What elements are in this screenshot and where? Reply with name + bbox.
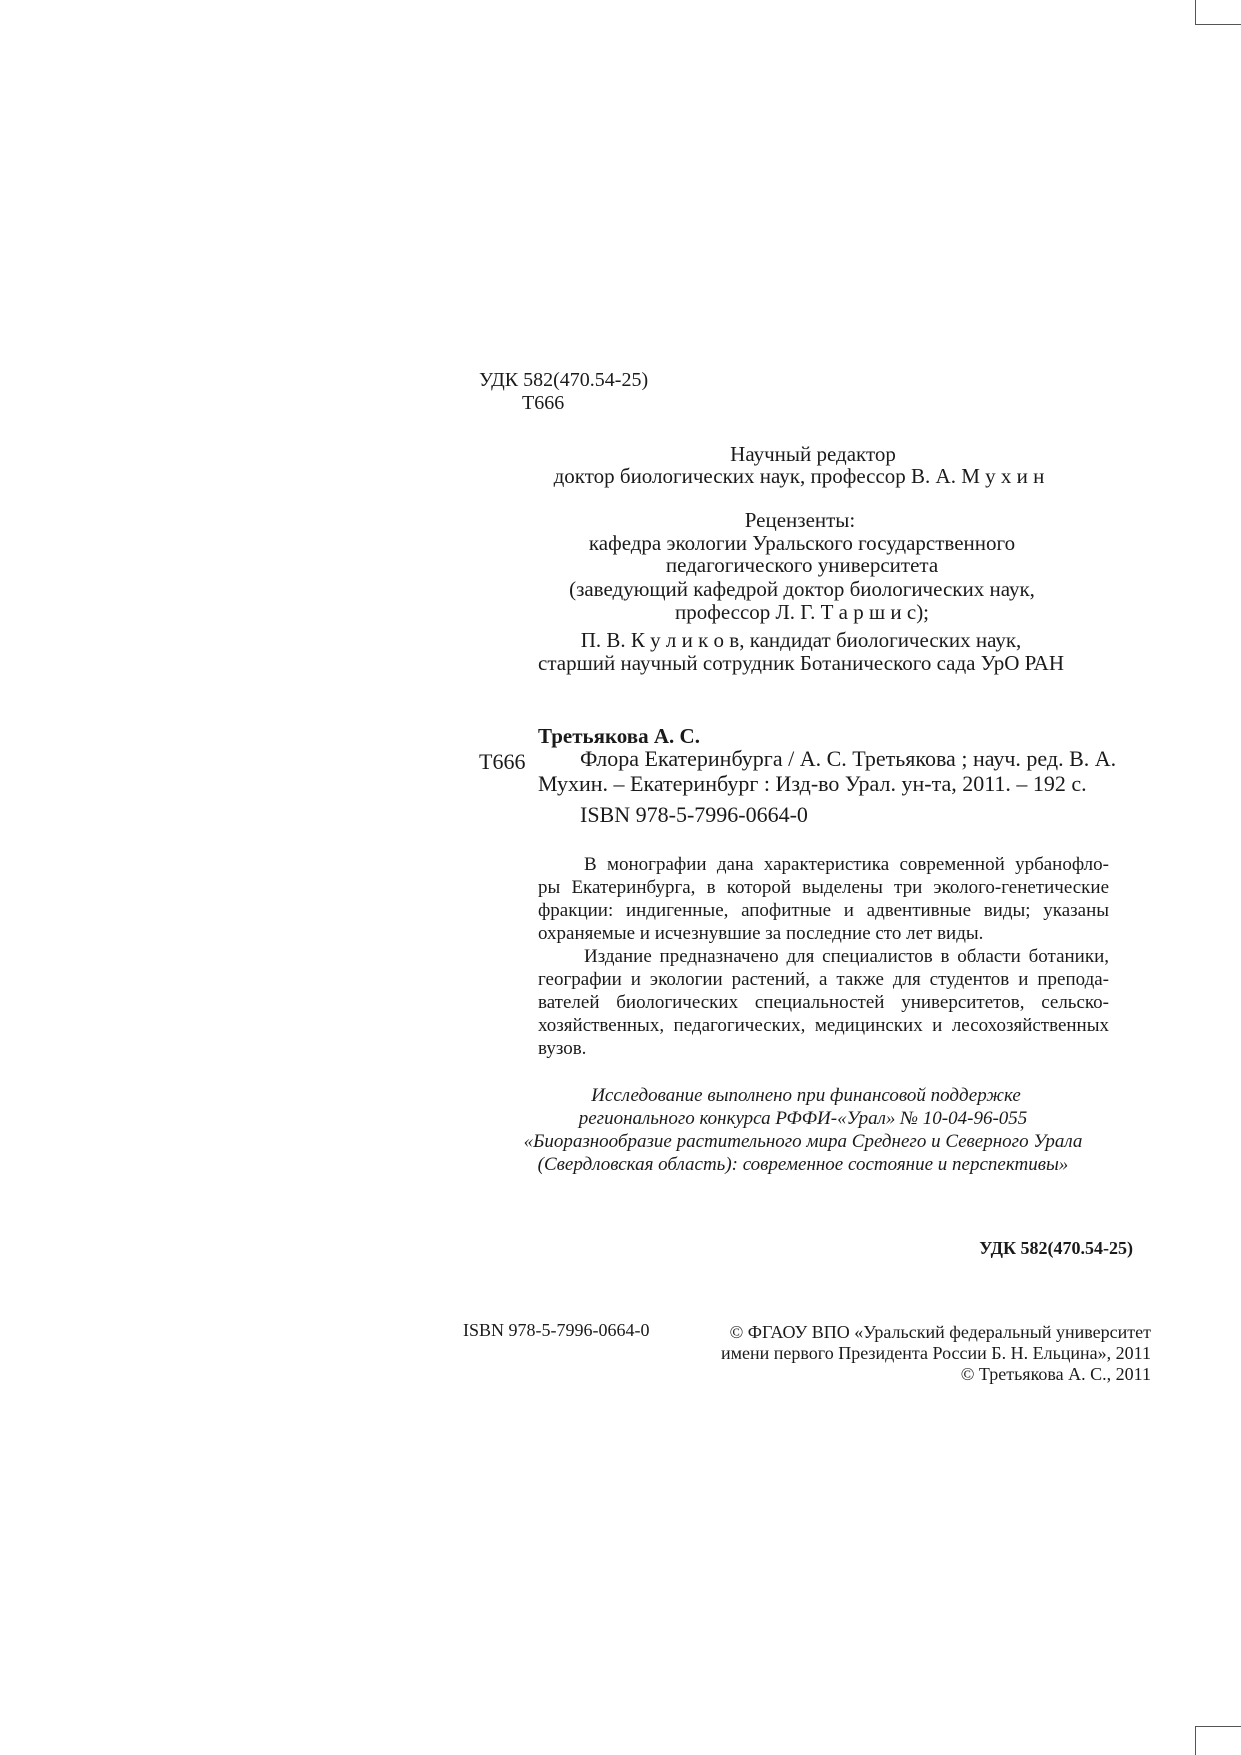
reviewer-line: (заведующий кафедрой доктор биологических наук,	[569, 577, 1035, 601]
catalog-title-line-2: Мухин. – Екатеринбург : Изд-во Урал. ун-та, 2011. – 192 с.	[538, 771, 1087, 796]
abstract-line: вателей биологических специальностей университетов, сельско-	[538, 992, 1109, 1013]
isbn-footer: ISBN 978-5-7996-0664-0	[463, 1320, 650, 1340]
funding-line: «Биоразнообразие растительного мира Среднего и Северного Урала	[523, 1131, 1083, 1152]
editor-line: доктор биологических наук, профессор В. А. М у х и н	[553, 464, 1045, 488]
reviewer-line: кафедра экологии Уральского государственного	[588, 531, 1016, 555]
crop-mark-bottom-right-horizontal	[1195, 1726, 1241, 1727]
reviewer-line: старший научный сотрудник Ботанического сада УрО РАН	[538, 651, 1064, 675]
abstract-line: В монографии дана характеристика современной урбанофло-	[584, 854, 1109, 875]
funding-line: (Свердловская область): современное состояние и перспективы»	[537, 1154, 1069, 1175]
reviewer-line: П. В. К у л и к о в, кандидат биологических наук,	[580, 628, 1022, 652]
abstract-line: ры Екатеринбурга, в которой выделены три эколого-генетические	[538, 877, 1109, 898]
catalog-author: Третьякова А. С.	[538, 724, 700, 748]
udk-footer: УДК 582(470.54-25)	[979, 1238, 1133, 1258]
crop-mark-top-right-horizontal	[1195, 24, 1241, 25]
abstract-line: вузов.	[538, 1038, 587, 1059]
crop-mark-top-right-vertical	[1195, 0, 1196, 24]
reviewers-label: Рецензенты:	[744, 508, 856, 532]
copyright-line: © Третьякова А. С., 2011	[960, 1364, 1151, 1384]
editor-label: Научный редактор	[730, 442, 896, 466]
abstract-line: Издание предназначено для специалистов в области ботаники,	[584, 946, 1109, 967]
reviewer-line: профессор Л. Г. Т а р ш и с);	[674, 600, 930, 624]
abstract-line: хозяйственных, педагогических, медицинских и лесохозяйственных	[538, 1015, 1109, 1036]
copyright-line: © ФГАОУ ВПО «Уральский федеральный университет	[729, 1322, 1151, 1342]
abstract-line: охраняемые и исчезнувшие за последние сто лет виды.	[538, 923, 984, 944]
abstract-line: фракции: индигенные, апофитные и адвентивные виды; указаны	[538, 900, 1109, 921]
copyright-line: имени первого Президента России Б. Н. Ельцина», 2011	[720, 1343, 1151, 1363]
reviewer-line: педагогического университета	[665, 553, 939, 577]
funding-line: Исследование выполнено при финансовой поддержке	[591, 1085, 1021, 1106]
funding-line: регионального конкурса РФФИ-«Урал» № 10-04-96-055	[578, 1108, 1028, 1129]
author-code-header: Т666	[522, 392, 565, 414]
catalog-isbn: ISBN 978-5-7996-0664-0	[580, 802, 808, 827]
crop-mark-bottom-right-vertical	[1195, 1726, 1196, 1755]
udk-header: УДК 582(470.54-25)	[479, 369, 649, 391]
abstract-line: географии и экологии растений, а также для студентов и препода-	[538, 969, 1109, 990]
catalog-code: Т666	[479, 749, 526, 774]
catalog-title-line-1: Флора Екатеринбурга / А. С. Третьякова ; науч. ред. В. А.	[580, 746, 1117, 771]
